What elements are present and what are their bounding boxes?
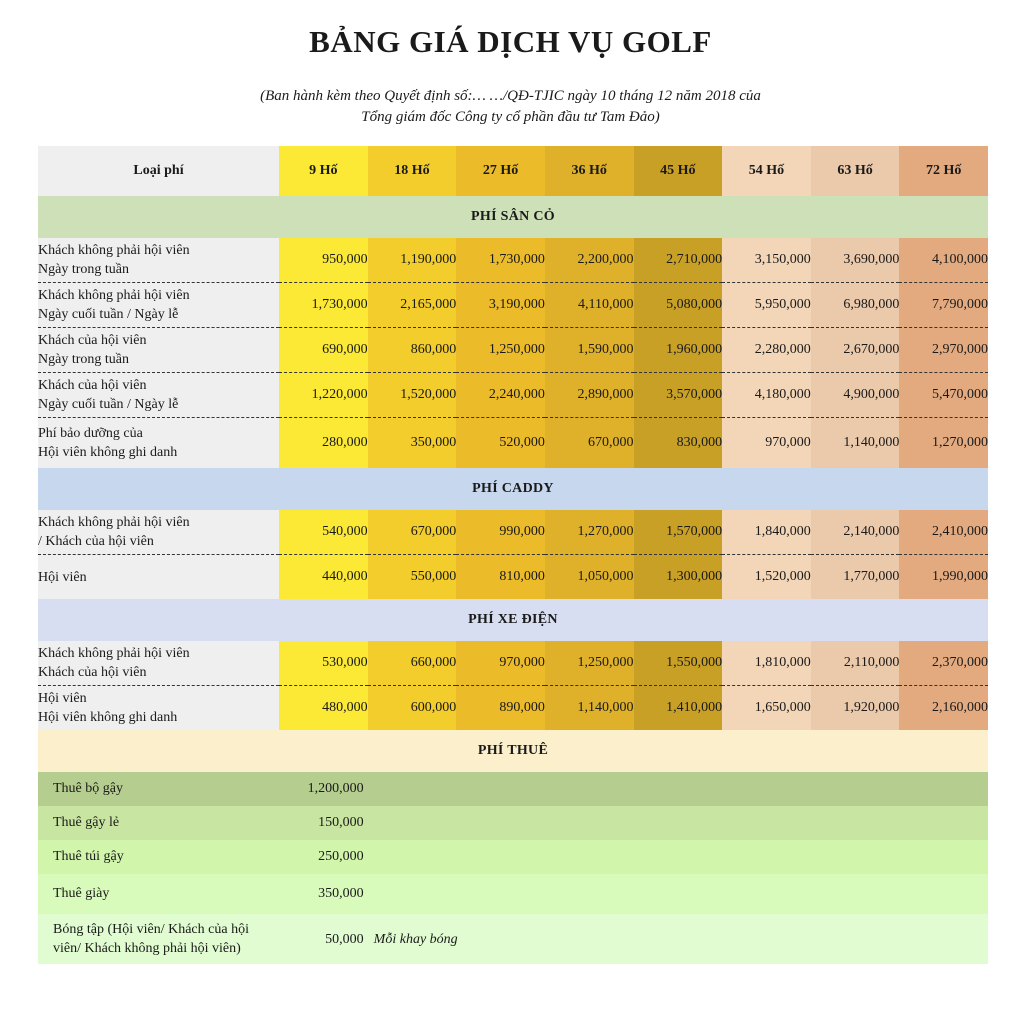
- rental-price: 50,000: [279, 914, 368, 964]
- row-label-line-2: Ngày cuối tuần / Ngày lễ: [38, 307, 179, 322]
- rental-label: Thuê gậy lẻ: [38, 806, 279, 840]
- header-fee-type: Loại phí: [38, 146, 279, 196]
- price-cell-63-holes: 1,770,000: [811, 555, 900, 600]
- price-cell-36-holes: 2,890,000: [545, 373, 634, 418]
- row-label: [38, 686, 279, 731]
- table-row: [38, 373, 988, 418]
- price-cell-54-holes: 1,810,000: [722, 641, 811, 686]
- row-label: [38, 283, 279, 328]
- rental-row: [38, 840, 988, 874]
- price-cell-36-holes: 1,270,000: [545, 510, 634, 555]
- header-holes-18: 18 Hố: [368, 146, 457, 196]
- price-cell-63-holes: 3,690,000: [811, 238, 900, 283]
- price-cell-18-holes: 660,000: [368, 641, 457, 686]
- price-cell-9-holes: 280,000: [279, 418, 368, 469]
- rental-row: [38, 874, 988, 914]
- row-label: [38, 555, 279, 600]
- price-cell-63-holes: 1,920,000: [811, 686, 900, 731]
- row-label: [38, 328, 279, 373]
- row-label: [38, 510, 279, 555]
- price-cell-27-holes: 890,000: [456, 686, 545, 731]
- rental-row: [38, 914, 988, 964]
- header-holes-54: 54 Hố: [722, 146, 811, 196]
- price-cell-54-holes: 1,840,000: [722, 510, 811, 555]
- price-cell-45-holes: 1,410,000: [634, 686, 723, 731]
- price-cell-63-holes: 2,140,000: [811, 510, 900, 555]
- price-cell-63-holes: 4,900,000: [811, 373, 900, 418]
- row-label-line-1: Phí bảo dưỡng của: [38, 426, 143, 441]
- section-title: PHÍ XE ĐIỆN: [38, 599, 988, 641]
- header-holes-27: 27 Hố: [456, 146, 545, 196]
- price-cell-54-holes: 1,520,000: [722, 555, 811, 600]
- row-label: [38, 641, 279, 686]
- table-row: [38, 641, 988, 686]
- price-cell-27-holes: 990,000: [456, 510, 545, 555]
- rental-note: [368, 874, 988, 914]
- price-cell-54-holes: 1,650,000: [722, 686, 811, 731]
- header-holes-36: 36 Hố: [545, 146, 634, 196]
- header-holes-9: 9 Hố: [279, 146, 368, 196]
- price-cell-27-holes: 3,190,000: [456, 283, 545, 328]
- price-table-body: [38, 196, 988, 964]
- header-row: [38, 146, 988, 196]
- price-cell-36-holes: 1,590,000: [545, 328, 634, 373]
- price-cell-72-holes: 1,270,000: [899, 418, 988, 469]
- row-label-line-2: Hội viên không ghi danh: [38, 710, 178, 725]
- rental-price: 150,000: [279, 806, 368, 840]
- price-cell-45-holes: 3,570,000: [634, 373, 723, 418]
- table-row: [38, 283, 988, 328]
- row-label-line-1: Khách không phải hội viên: [38, 515, 190, 530]
- price-cell-63-holes: 2,110,000: [811, 641, 900, 686]
- price-cell-18-holes: 1,520,000: [368, 373, 457, 418]
- price-cell-72-holes: 7,790,000: [899, 283, 988, 328]
- price-cell-36-holes: 2,200,000: [545, 238, 634, 283]
- rental-note: Mỗi khay bóng: [368, 914, 988, 964]
- price-cell-45-holes: 1,960,000: [634, 328, 723, 373]
- row-label-line-1: Khách không phải hội viên: [38, 288, 190, 303]
- price-cell-72-holes: 5,470,000: [899, 373, 988, 418]
- header-holes-45: 45 Hố: [634, 146, 723, 196]
- section-phi-thue-header: [38, 730, 988, 772]
- rental-row: [38, 772, 988, 806]
- price-cell-36-holes: 4,110,000: [545, 283, 634, 328]
- section-xe-dien-header: [38, 599, 988, 641]
- header-holes-63: 63 Hố: [811, 146, 900, 196]
- section-title: PHÍ CADDY: [38, 468, 988, 510]
- row-label-line-1: Khách không phải hội viên: [38, 243, 190, 258]
- price-cell-45-holes: 830,000: [634, 418, 723, 469]
- rental-note: [368, 806, 988, 840]
- price-cell-72-holes: 1,990,000: [899, 555, 988, 600]
- table-row: [38, 555, 988, 600]
- price-cell-63-holes: 6,980,000: [811, 283, 900, 328]
- table-row: [38, 238, 988, 283]
- price-cell-72-holes: 2,410,000: [899, 510, 988, 555]
- section-title: PHÍ THUÊ: [38, 730, 988, 772]
- price-table: [38, 146, 988, 964]
- price-cell-9-holes: 440,000: [279, 555, 368, 600]
- rental-price: 1,200,000: [279, 772, 368, 806]
- row-label-line-2: Ngày cuối tuần / Ngày lễ: [38, 397, 179, 412]
- price-cell-45-holes: 2,710,000: [634, 238, 723, 283]
- price-cell-18-holes: 600,000: [368, 686, 457, 731]
- price-cell-63-holes: 2,670,000: [811, 328, 900, 373]
- row-label-line-1: Khách không phải hội viên: [38, 646, 190, 661]
- price-cell-18-holes: 550,000: [368, 555, 457, 600]
- row-label-line-2: Khách của hội viên: [38, 665, 147, 680]
- row-label-line-1: Khách của hội viên: [38, 333, 147, 348]
- price-cell-72-holes: 2,160,000: [899, 686, 988, 731]
- row-label-line-2: / Khách của hội viên: [38, 534, 154, 549]
- rental-note: [368, 840, 988, 874]
- page-subtitle: [0, 86, 1021, 128]
- price-cell-36-holes: 1,250,000: [545, 641, 634, 686]
- price-cell-45-holes: 5,080,000: [634, 283, 723, 328]
- price-cell-45-holes: 1,570,000: [634, 510, 723, 555]
- price-cell-9-holes: 480,000: [279, 686, 368, 731]
- price-cell-9-holes: 950,000: [279, 238, 368, 283]
- price-cell-36-holes: 670,000: [545, 418, 634, 469]
- price-cell-63-holes: 1,140,000: [811, 418, 900, 469]
- price-cell-27-holes: 2,240,000: [456, 373, 545, 418]
- row-label: [38, 238, 279, 283]
- rental-row: [38, 806, 988, 840]
- header-holes-72: 72 Hố: [899, 146, 988, 196]
- price-cell-36-holes: 1,140,000: [545, 686, 634, 731]
- price-cell-54-holes: 5,950,000: [722, 283, 811, 328]
- price-cell-36-holes: 1,050,000: [545, 555, 634, 600]
- price-cell-72-holes: 2,970,000: [899, 328, 988, 373]
- row-label-line-2: Ngày trong tuần: [38, 352, 129, 367]
- price-cell-18-holes: 1,190,000: [368, 238, 457, 283]
- table-row: [38, 686, 988, 731]
- rental-note: [368, 772, 988, 806]
- subtitle-line-1: (Ban hành kèm theo Quyết định số:… …/QĐ-TJIC ngày 10 tháng 12 năm 2018 của: [260, 88, 761, 104]
- row-label: [38, 373, 279, 418]
- price-cell-54-holes: 970,000: [722, 418, 811, 469]
- row-label-line-2: Ngày trong tuần: [38, 262, 129, 277]
- price-cell-9-holes: 690,000: [279, 328, 368, 373]
- rental-label: [38, 914, 279, 964]
- table-row: [38, 328, 988, 373]
- price-cell-9-holes: 530,000: [279, 641, 368, 686]
- price-cell-18-holes: 670,000: [368, 510, 457, 555]
- rental-label: Thuê túi gậy: [38, 840, 279, 874]
- section-caddy-header: [38, 468, 988, 510]
- row-label-line-2: Hội viên không ghi danh: [38, 445, 178, 460]
- price-cell-72-holes: 2,370,000: [899, 641, 988, 686]
- price-cell-27-holes: 520,000: [456, 418, 545, 469]
- price-cell-45-holes: 1,300,000: [634, 555, 723, 600]
- price-cell-9-holes: 540,000: [279, 510, 368, 555]
- rental-price: 350,000: [279, 874, 368, 914]
- row-label-line-1: Hội viên: [38, 569, 87, 585]
- price-cell-45-holes: 1,550,000: [634, 641, 723, 686]
- section-title: PHÍ SÂN CỎ: [38, 196, 988, 238]
- price-cell-9-holes: 1,730,000: [279, 283, 368, 328]
- rental-label: Thuê giày: [38, 874, 279, 914]
- table-row: [38, 510, 988, 555]
- price-cell-18-holes: 860,000: [368, 328, 457, 373]
- price-cell-54-holes: 3,150,000: [722, 238, 811, 283]
- table-row: [38, 418, 988, 469]
- row-label: [38, 418, 279, 469]
- subtitle-line-2: Tổng giám đốc Công ty cổ phần đầu tư Tam Đảo): [361, 109, 660, 125]
- row-label-line-1: Hội viên: [38, 691, 87, 706]
- price-cell-9-holes: 1,220,000: [279, 373, 368, 418]
- rental-price: 250,000: [279, 840, 368, 874]
- rental-label-line-2: viên/ Khách không phải hội viên): [53, 941, 241, 956]
- price-cell-72-holes: 4,100,000: [899, 238, 988, 283]
- section-san-co-header: [38, 196, 988, 238]
- rental-label-line-1: Bóng tập (Hội viên/ Khách của hội: [53, 922, 249, 937]
- price-cell-27-holes: 970,000: [456, 641, 545, 686]
- price-cell-54-holes: 2,280,000: [722, 328, 811, 373]
- price-cell-18-holes: 2,165,000: [368, 283, 457, 328]
- price-cell-18-holes: 350,000: [368, 418, 457, 469]
- price-cell-27-holes: 1,730,000: [456, 238, 545, 283]
- price-cell-27-holes: 810,000: [456, 555, 545, 600]
- row-label-line-1: Khách của hội viên: [38, 378, 147, 393]
- price-cell-27-holes: 1,250,000: [456, 328, 545, 373]
- page-title: BẢNG GIÁ DỊCH VỤ GOLF: [309, 24, 712, 59]
- price-cell-54-holes: 4,180,000: [722, 373, 811, 418]
- rental-label: Thuê bộ gậy: [38, 772, 279, 806]
